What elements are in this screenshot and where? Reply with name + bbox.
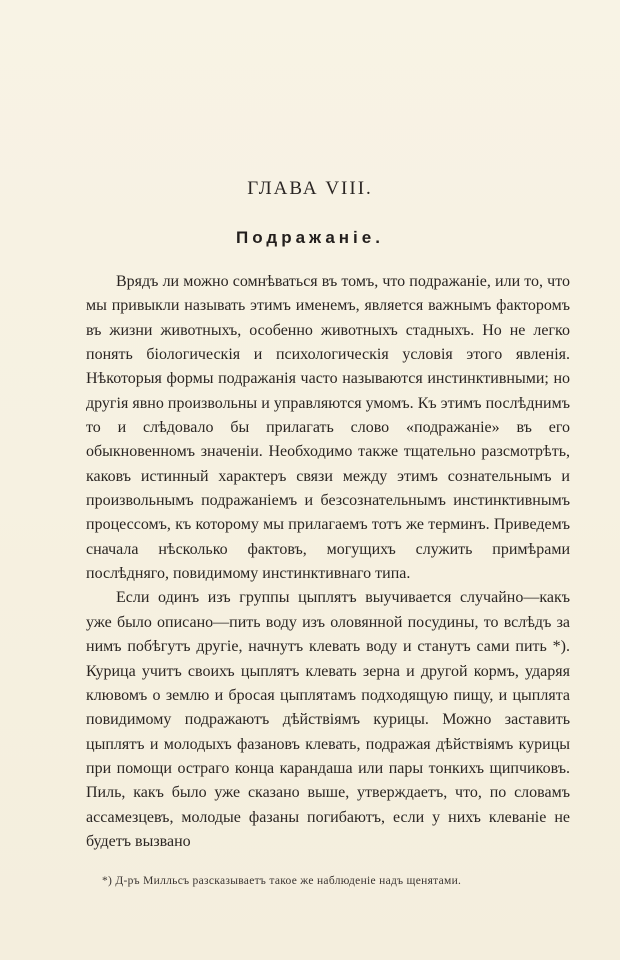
chapter-heading: ГЛАВА VIII. bbox=[247, 178, 373, 199]
footnote-text: *) Д-ръ Милльсъ разсказываетъ такое же наблюденіе надъ щенятами. bbox=[102, 875, 462, 887]
footnote bbox=[86, 872, 570, 890]
body-text bbox=[86, 270, 570, 854]
chapter-title: Подражаніе. bbox=[236, 228, 384, 247]
paragraph-1: Врядъ ли можно сомнѣваться въ томъ, что подражаніе, или то, что мы привыкли называть этимъ именемъ, является важнымъ факторомъ въ жизни животныхъ, особенно животныхъ стадныхъ. Но не легко понять біологическія и психологическія условія этого явленія. Нѣкоторыя формы подражанія часто называются инстинктивными; но другія явно произвольны и управляются умомъ. Къ этимъ послѣднимъ то и слѣдовало бы прилагать слово «подражаніе» въ его обыкновенномъ значеніи. Необходимо также тщательно разсмотрѣть, каковъ истинный характеръ связи между этимъ сознательнымъ и произвольнымъ подражаніемъ и безсознательнымъ инстинктивнымъ процессомъ, къ которому мы прилагаемъ тотъ же терминъ. Приведемъ сначала нѣсколько фактовъ, могущихъ служить примѣрами послѣдняго, повидимому инстинктивнаго типа. bbox=[86, 273, 570, 583]
paragraph-2: Если одинъ изъ группы цыплятъ выучивается случайно—какъ уже было описано—пить воду изъ оловянной посудины, то вслѣдъ за нимъ побѣгутъ другіе, начнутъ клевать воду и станутъ сами пить *). Курица учитъ своихъ цыплятъ клевать зерна и другой кормъ, ударяя клювомъ о землю и бросая цыплятамъ подходящую пищу, и цыплята повидимому подражаютъ дѣйствіямъ курицы. Можно заставить цыплятъ и молодыхъ фазановъ клевать, подражая дѣйствіямъ курицы при помощи остраго конца карандаша или пары тонкихъ щипчиковъ. Пиль, какъ было уже сказано выше, утверждаетъ, что, по словамъ ассамезцевъ, молодые фазаны погибаютъ, если у нихъ клеваніе не будетъ вызвано bbox=[86, 589, 570, 850]
